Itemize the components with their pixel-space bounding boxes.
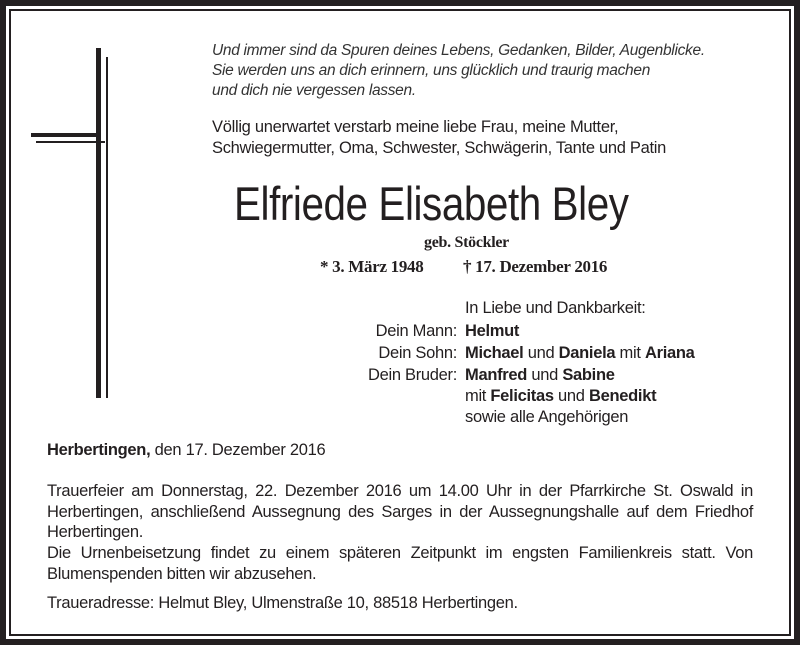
conj: und [531, 366, 559, 384]
quote-line: Sie werden uns an dich erinnern, uns glücklich und traurig machen [212, 62, 651, 79]
conj: mit [619, 344, 641, 362]
child-name: Benedikt [588, 387, 657, 405]
place: Herbertingen, [47, 441, 151, 459]
brother-partner-name: Sabine [562, 366, 615, 384]
brother-line [465, 366, 615, 385]
brother-name: Manfred [465, 366, 528, 384]
brother-children-line [465, 387, 656, 406]
mourning-address: Traueradresse: Helmut Bley, Ulmenstraße 10, 88518 Herbertingen. [47, 594, 518, 612]
son-label: Dein Sohn: [378, 344, 457, 362]
urn-text: Die Urnenbeisetzung findet zu einem späteren Zeitpunkt im engsten Familienkreis statt. Von Blumenspenden bitten wir abzusehen. [47, 544, 753, 583]
child-name: Felicitas [490, 387, 554, 405]
brother-label: Dein Bruder: [367, 366, 457, 384]
others-line: sowie alle Angehörigen [465, 408, 629, 426]
husband-label: Dein Mann: [375, 322, 457, 340]
intro-line: Völlig unerwartet verstarb meine liebe Frau, meine Mutter, [212, 118, 619, 136]
grandchild-name: Ariana [644, 344, 695, 362]
conj: und [558, 387, 585, 405]
maiden-name: geb. Stöckler [424, 234, 509, 251]
husband-line [465, 322, 519, 341]
conj: und [527, 344, 555, 362]
deceased-name: Elfriede Elisabeth Bley [234, 177, 629, 230]
intro-line: Schwiegermutter, Oma, Schwester, Schwägerin, Tante und Patin [212, 139, 667, 157]
son-name: Michael [465, 344, 524, 362]
quote-line: Und immer sind da Spuren deines Lebens, Gedanken, Bilder, Augenblicke. [212, 42, 705, 59]
conj: mit [465, 387, 487, 405]
son-partner-name: Daniela [558, 344, 616, 362]
date: den 17. Dezember 2016 [154, 441, 326, 459]
mourners-heading: In Liebe und Dankbarkeit: [465, 299, 646, 317]
place-date [47, 441, 325, 460]
birth-date: * 3. März 1948 [320, 257, 424, 276]
death-date: † 17. Dezember 2016 [463, 257, 608, 276]
quote-line: und dich nie vergessen lassen. [212, 82, 416, 99]
ceremony-text: Trauerfeier am Donnerstag, 22. Dezember 2016 um 14.00 Uhr in der Pfarrkirche St. Oswald in Herbertingen, anschließend Aussegnung des Sarges in der Aussegnungshalle auf dem Friedhof Herbertingen. [47, 482, 753, 541]
husband-name: Helmut [465, 322, 520, 340]
son-line [465, 344, 695, 363]
